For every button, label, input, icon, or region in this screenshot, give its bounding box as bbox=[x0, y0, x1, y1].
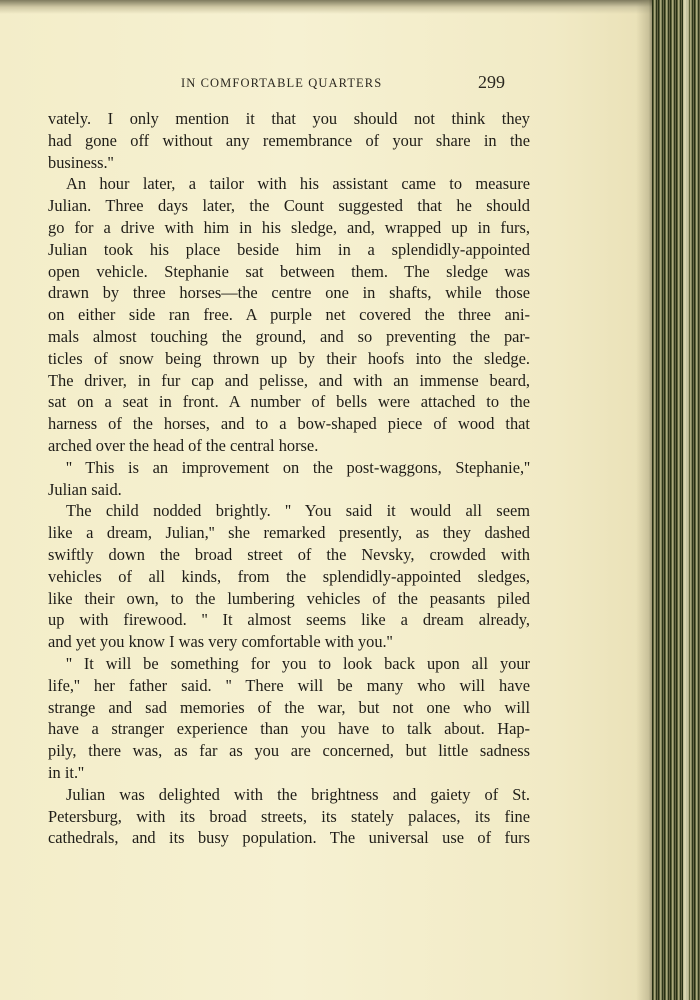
text-line: and yet you know I was very comfortable with you.'' bbox=[48, 632, 393, 652]
text-line: drawn by three horses—the centre one in shafts, while those bbox=[48, 283, 530, 303]
text-line: like their own, to the lumbering vehicles of the peasants piled bbox=[48, 588, 530, 608]
text-line: An hour later, a tailor with his assistant came to measure bbox=[66, 174, 530, 194]
text-line: vately. I only mention it that you should not think they bbox=[48, 109, 530, 128]
text-line: Julian took his place beside him in a splendidly-appointed bbox=[48, 239, 530, 259]
text-line: Julian was delighted with the brightness and gaiety of St. bbox=[66, 784, 530, 804]
text-line: mals almost touching the ground, and so preventing the par- bbox=[48, 326, 530, 346]
page-top-shadow bbox=[0, 0, 652, 14]
text-line: Julian. Three days later, the Count suggested that he should bbox=[48, 196, 530, 216]
text-line: The driver, in fur cap and pelisse, and with an immense beard, bbox=[48, 370, 530, 390]
text-line: business.'' bbox=[48, 152, 114, 172]
page-number: 299 bbox=[478, 72, 505, 92]
text-line: on either side ran free. A purple net covered the three ani- bbox=[48, 305, 530, 325]
text-line: had gone off without any remembrance of your share in the bbox=[48, 130, 530, 150]
text-line: vehicles of all kinds, from the splendidly-appointed sledges, bbox=[48, 566, 530, 586]
text-line: go for a drive with him in his sledge, and, wrapped up in furs, bbox=[48, 217, 530, 237]
text-line: Julian said. bbox=[48, 479, 122, 499]
book-page-edges bbox=[652, 0, 700, 1000]
text-line: open vehicle. Stephanie sat between them. The sledge was bbox=[48, 261, 530, 281]
text-line: '' It will be something for you to look back upon all your bbox=[66, 653, 530, 673]
text-line: have a stranger experience than you have to talk about. Hap- bbox=[48, 719, 530, 739]
page-edge-highlight bbox=[683, 0, 689, 1000]
running-head: IN COMFORTABLE QUARTERS bbox=[181, 76, 383, 90]
text-line: The child nodded brightly. '' You said it would all seem bbox=[66, 501, 530, 521]
text-line: ticles of snow being thrown up by their hoofs into the sledge. bbox=[48, 348, 530, 368]
page-gutter-shadow bbox=[636, 0, 652, 1000]
text-line: strange and sad memories of the war, but not one who will bbox=[48, 697, 530, 717]
body-text bbox=[48, 108, 530, 849]
text-line: Petersburg, with its broad streets, its stately palaces, its fine bbox=[48, 806, 530, 826]
text-line: up with firewood. '' It almost seems like a dream already, bbox=[48, 610, 530, 630]
text-line: arched over the head of the central horse. bbox=[48, 435, 319, 455]
text-line: harness of the horses, and to a bow-shaped piece of wood that bbox=[48, 414, 530, 434]
text-line: pily, there was, as far as you are concerned, but little sadness bbox=[48, 741, 530, 761]
page-header bbox=[0, 74, 652, 94]
text-line: life,'' her father said. '' There will be many who will have bbox=[48, 675, 530, 695]
text-line: swiftly down the broad street of the Nevsky, crowded with bbox=[48, 544, 530, 564]
text-line: in it.'' bbox=[48, 762, 84, 782]
text-line: cathedrals, and its busy population. The universal use of furs bbox=[48, 828, 530, 848]
text-line: like a dream, Julian,'' she remarked presently, as they dashed bbox=[48, 523, 530, 543]
text-line: sat on a seat in front. A number of bells were attached to the bbox=[48, 392, 530, 412]
text-line: '' This is an improvement on the post-waggons, Stephanie,'' bbox=[66, 457, 530, 477]
